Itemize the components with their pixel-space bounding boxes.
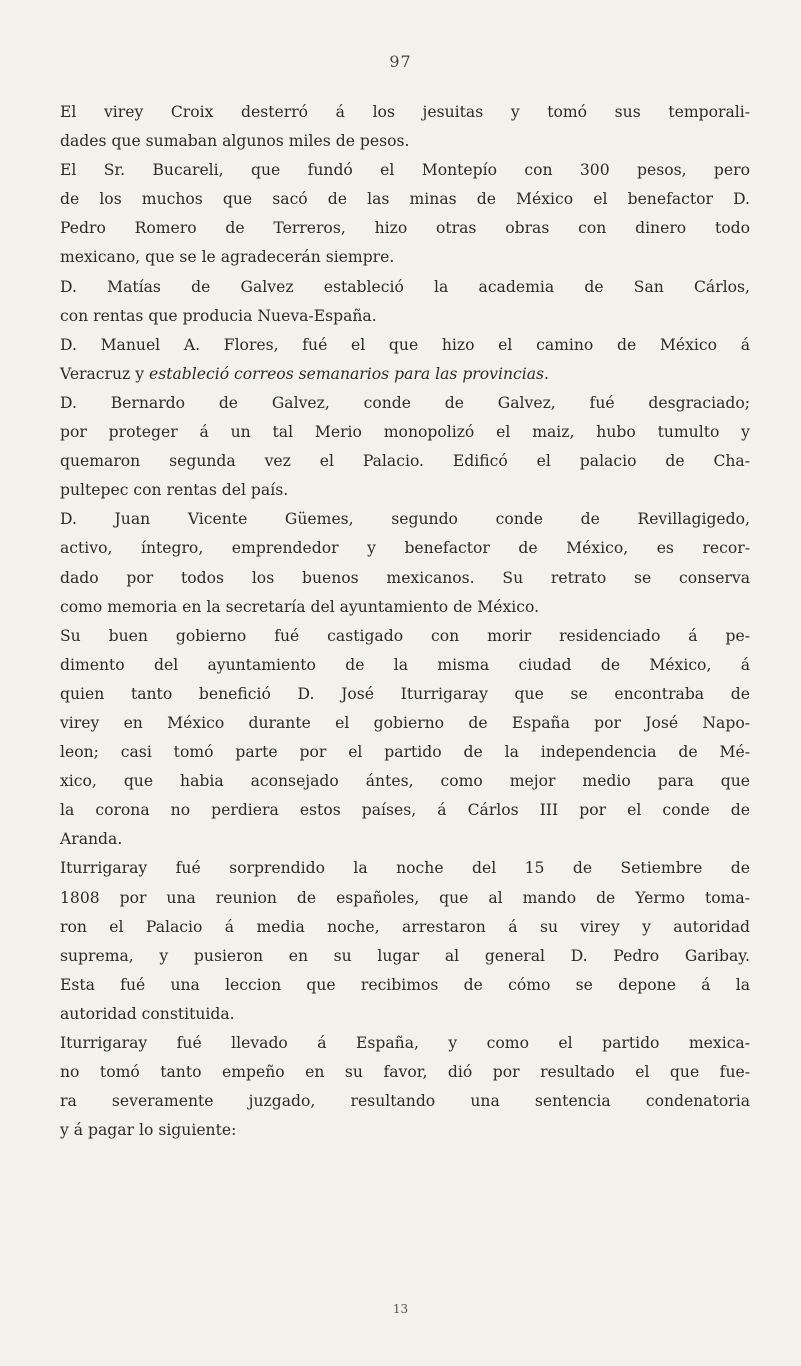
text-line: mexicano, que se le agradecerán siempre. [60,248,395,267]
signature-mark: 13 [392,1302,409,1316]
text-line: activo, íntegro, emprendedor y benefactor de México, es recor- [60,539,750,558]
text-line: dimento del ayuntamiento de la misma ciudad de México, á [60,655,750,674]
text-run: Veracruz y [60,364,149,383]
text-line: dado por todos los buenos mexicanos. Su retrato se conserva [60,568,750,587]
text-line: quien tanto benefició D. José Iturrigaray que se encontraba de [60,684,750,703]
paragraph [60,98,750,156]
text-line: la corona no perdiera estos países, á Cárlos III por el conde de [60,801,750,820]
paragraph [60,331,750,389]
text-line: El Sr. Bucareli, que fundó el Montepío con 300 pesos, pero [60,161,750,180]
paragraph [60,854,750,1029]
text-line: D. Matías de Galvez estableció la academia de San Cárlos, [60,277,750,296]
text-line: dades que sumaban algunos miles de pesos. [60,132,410,151]
text-line: pultepec con rentas del país. [60,481,289,500]
text-line: no tomó tanto empeño en su favor, dió por resultado el que fue- [60,1063,750,1082]
text-line: Iturrigaray fué sorprendido la noche del 15 de Setiembre de [60,859,750,878]
text-line: D. Manuel A. Flores, fué el que hizo el camino de México á [60,335,750,354]
text-line: quemaron segunda vez el Palacio. Edificó el palacio de Cha- [60,452,750,471]
text-line: Su buen gobierno fué castigado con morir residenciado á pe- [60,626,750,645]
paragraph [60,156,750,272]
text-line: autoridad constituida. [60,1004,235,1023]
paragraph [60,505,750,621]
text-line: de los muchos que sacó de las minas de México el benefactor D. [60,190,750,209]
text-line: Aranda. [60,830,123,849]
text-line: virey en México durante el gobierno de España por José Napo- [60,713,750,732]
text-line: con rentas que producia Nueva-España. [60,306,377,325]
text-line: suprema, y pusieron en su lugar al general D. Pedro Garibay. [60,946,750,965]
paragraph [60,1029,750,1145]
text-line: xico, que habia aconsejado ántes, como mejor medio para que [60,772,750,791]
text-line: y á pagar lo siguiente: [60,1121,237,1140]
text-line: por proteger á un tal Merio monopolizó el maiz, hubo tumulto y [60,423,750,442]
text-line-mixed [60,360,750,389]
text-line: D. Juan Vicente Güemes, segundo conde de Revillagigedo, [60,510,750,529]
page-number: 97 [389,52,412,71]
body-text [60,98,750,1145]
text-line: El virey Croix desterró á los jesuitas y tomó sus temporali- [60,103,750,121]
text-line: como memoria en la secretaría del ayuntamiento de México. [60,597,540,616]
text-line: ron el Palacio á media noche, arrestaron á su virey y autoridad [60,917,750,936]
paragraph [60,622,750,855]
text-line: leon; casi tomó parte por el partido de la independencia de Mé- [60,743,750,762]
paragraph [60,389,750,505]
text-line: Esta fué una leccion que recibimos de cómo se depone á la [60,975,750,994]
paragraph [60,273,750,331]
text-line: ra severamente juzgado, resultando una sentencia condenatoria [60,1092,750,1111]
text-line: Iturrigaray fué llevado á España, y como el partido mexica- [60,1034,750,1052]
text-line: D. Bernardo de Galvez, conde de Galvez, fué desgraciado; [60,393,750,412]
italic-text-run: estableció correos semanarios para las provincias. [148,364,549,383]
text-line: 1808 por una reunion de españoles, que al mando de Yermo toma- [60,888,750,907]
text-line: Pedro Romero de Terreros, hizo otras obras con dinero todo [60,219,750,238]
